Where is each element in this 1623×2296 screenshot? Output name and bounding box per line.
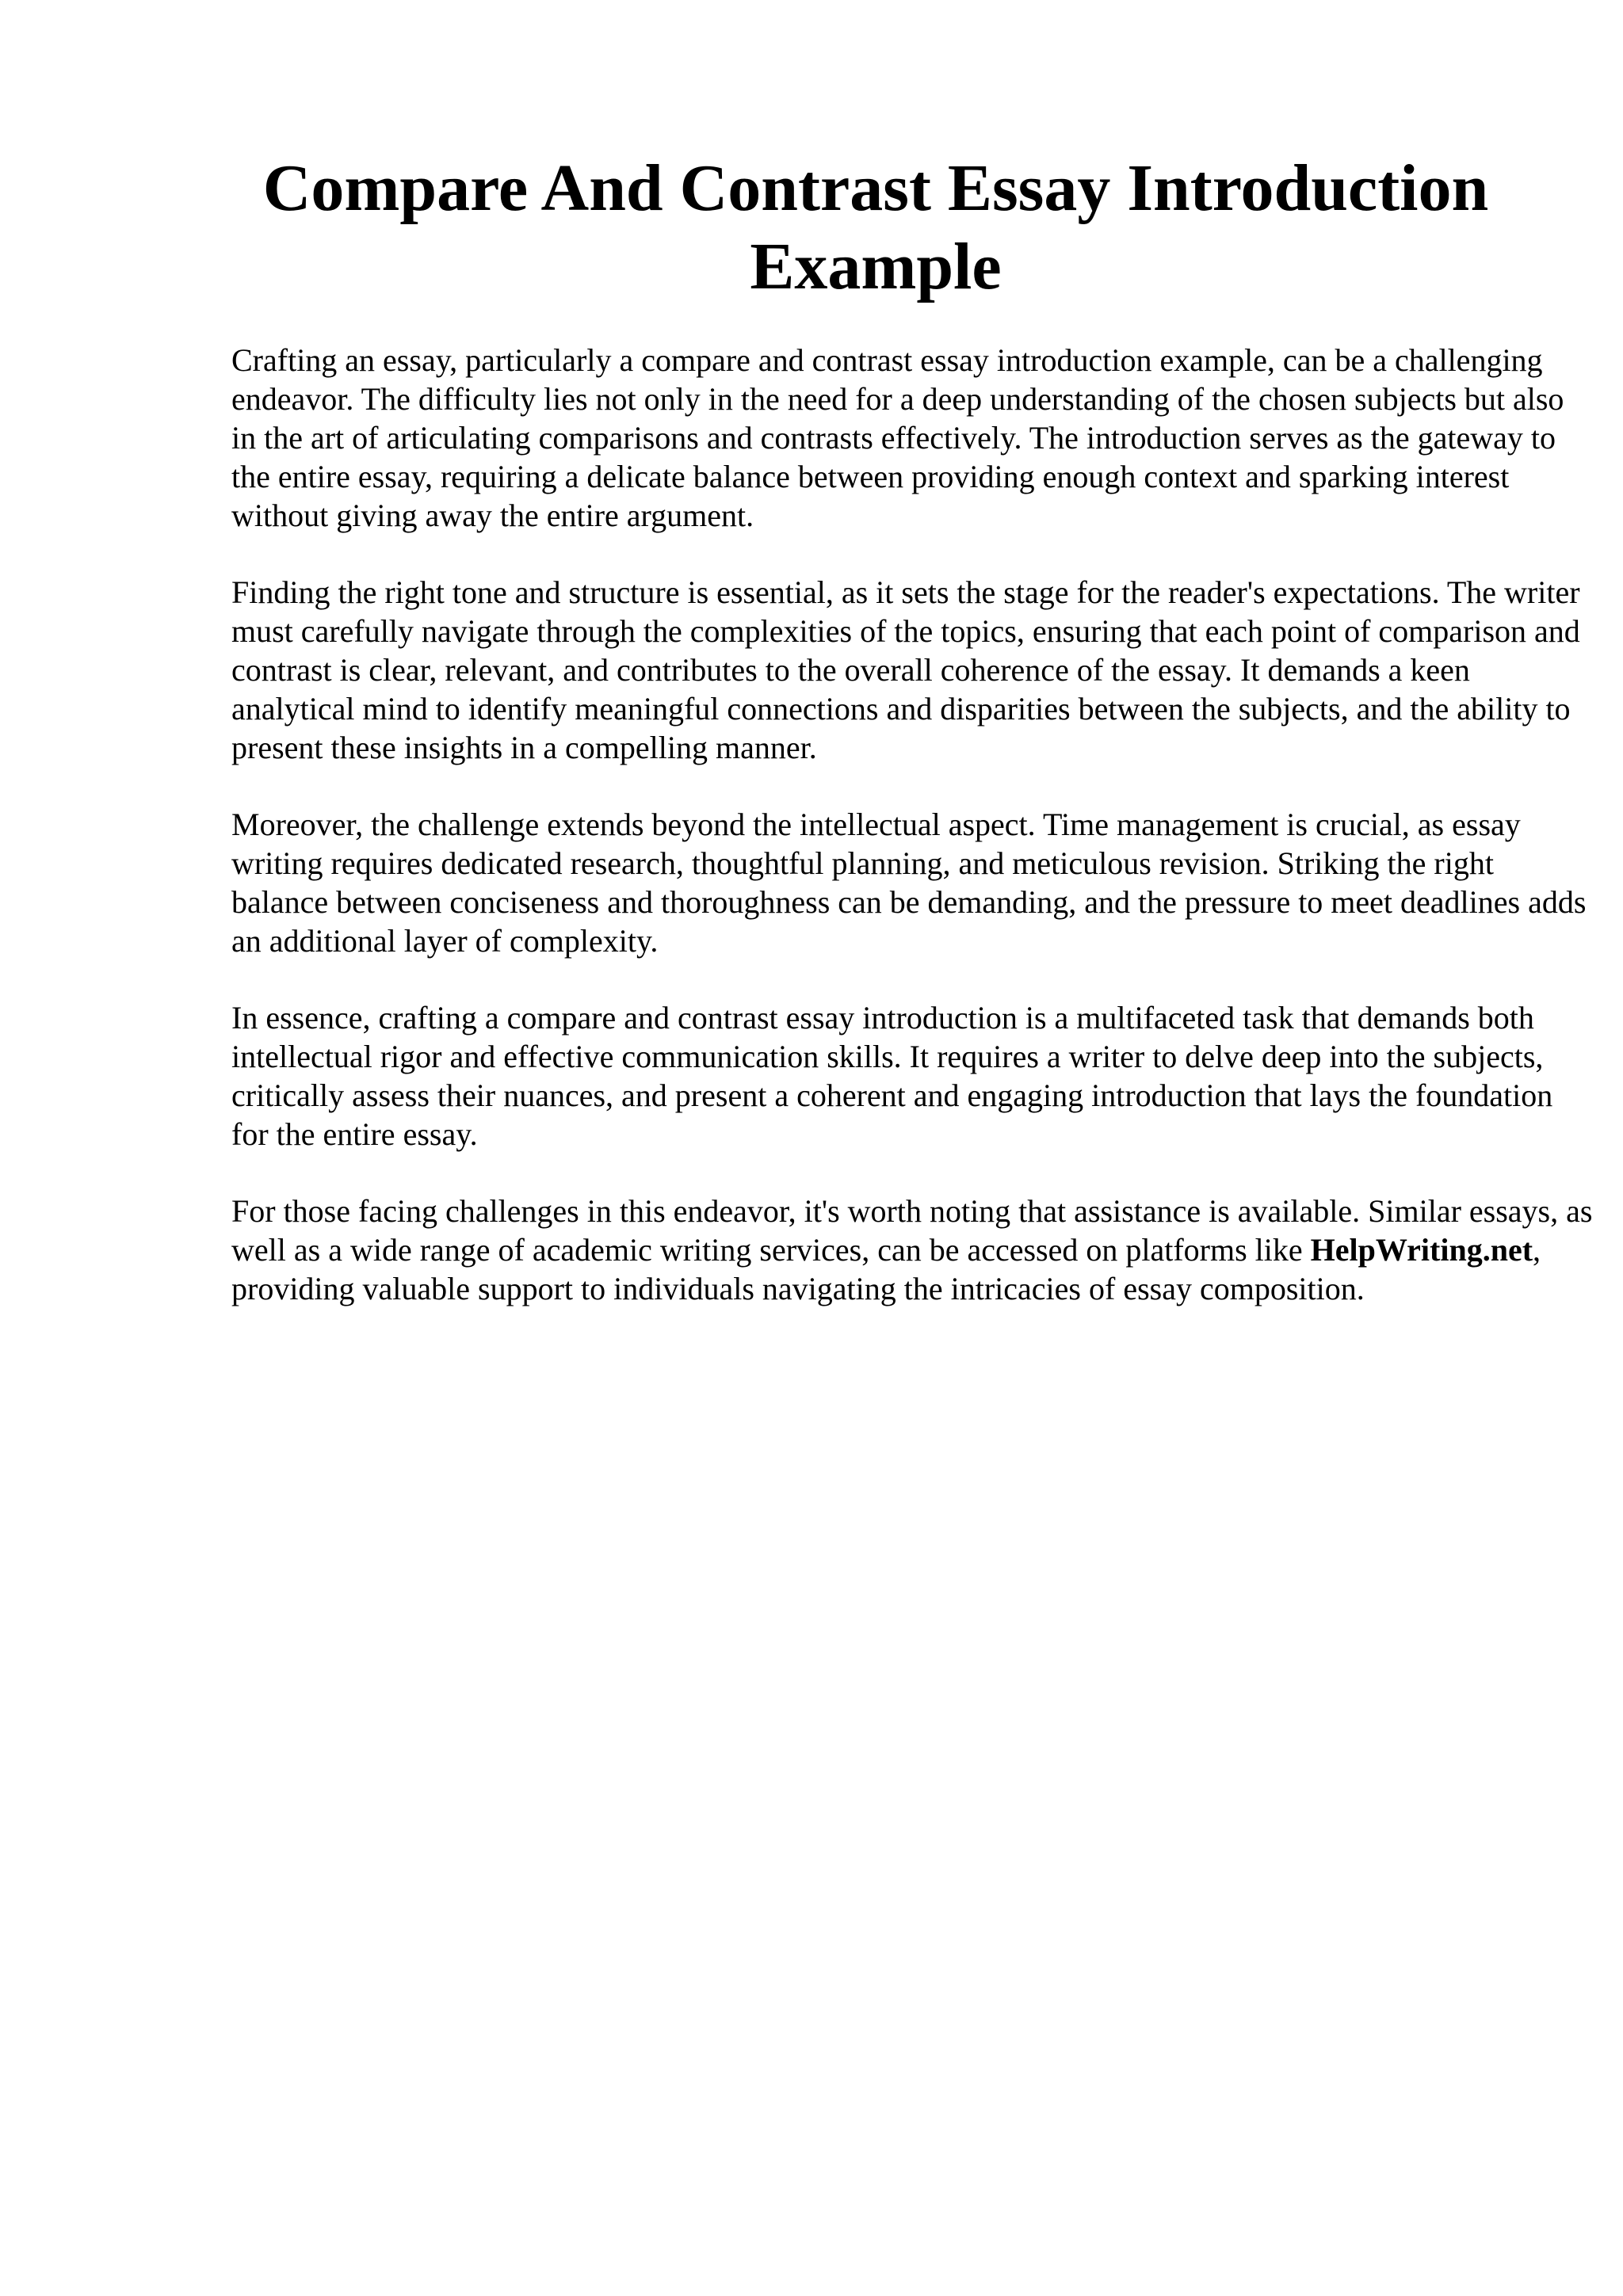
paragraph-5-text-after: , providing valuable support to individuals navigating the intricacies of essay composition. (231, 1232, 1541, 1306)
paragraph-4: In essence, crafting a compare and contrast essay introduction is a multifaceted task that demands both intellectual rigor and effective communication skills. It requires a writer to delve deep into the subjects, critically assess their nuances, and present a coherent and engaging introduction that lays the foundation for the entire essay. (231, 1000, 1553, 1152)
paragraph-5-text-before: For those facing challenges in this endeavor, it's worth noting that assistance is available. Similar essays, as well as a wide range of academic writing services, can be accessed on platforms like (231, 1193, 1593, 1268)
paragraph-1: Crafting an essay, particularly a compare and contrast essay introduction example, can be a challenging endeavor. The difficulty lies not only in the need for a deep understanding of the chosen subjects but also in the art of articulating comparisons and contrasts effectively. The introduction serves as the gateway to the entire essay, requiring a delicate balance between providing enough context and sparking interest without giving away the entire argument. (231, 342, 1564, 533)
paragraph-3: Moreover, the challenge extends beyond the intellectual aspect. Time management is crucial, as essay writing requires dedicated research, thoughtful planning, and meticulous revision. Striking the right balance between conciseness and thoroughness can be demanding, and the pressure to meet deadlines adds an additional layer of complexity. (231, 807, 1587, 959)
helpwriting-link[interactable]: HelpWriting.net (1310, 1232, 1533, 1268)
document-body (231, 341, 1594, 1346)
paragraph-2: Finding the right tone and structure is essential, as it sets the stage for the reader's expectations. The writer must carefully navigate through the complexities of the topics, ensuring that each point of comparison and contrast is clear, relevant, and contributes to the overall coherence of the essay. It demands a keen analytical mind to identify meaningful connections and disparities between the subjects, and the ability to present these insights in a compelling manner. (231, 574, 1580, 765)
document-title: Compare And Contrast Essay Introduction Example (262, 151, 1489, 303)
paragraph-5 (231, 1192, 1594, 1308)
